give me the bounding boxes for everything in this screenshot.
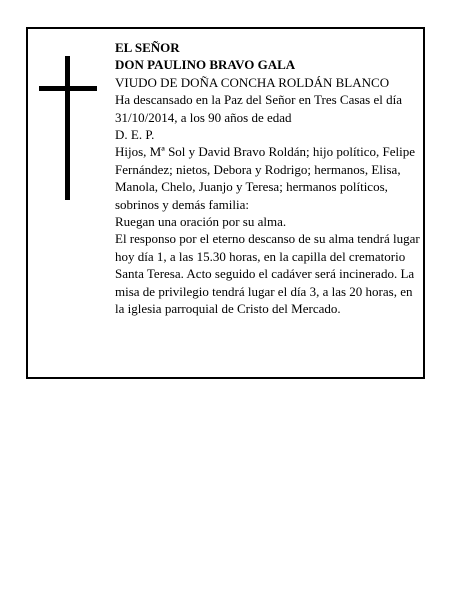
deceased-name: DON PAULINO BRAVO GALA: [115, 57, 296, 73]
rest-in-peace: D. E. P.: [115, 127, 155, 143]
cross-vertical-bar: [65, 56, 70, 200]
death-details: Ha descansado en la Paz del Señor en Tres Casas el día 31/10/2014, a los 90 años de edad: [115, 92, 403, 125]
ceremony-details: El responso por el eterno descanso de su alma tendrá lugar hoy día 1, a las 15.30 horas, en la capilla del crematorio Santa Teresa. Acto seguido el cadáver será incinerado. La misa de privilegio tendrá lugar el día 3, a las 20 horas, en la iglesia parroquial de Cristo del Mercado.: [115, 231, 420, 317]
cross-horizontal-bar: [39, 86, 97, 91]
prayer-request: Ruegan una oración por su alma.: [115, 214, 287, 230]
notice-text: [115, 39, 425, 318]
latin-cross-icon: [39, 56, 97, 200]
widower-of: VIUDO DE DOÑA CONCHA ROLDÁN BLANCO: [115, 74, 390, 90]
title-honorific: EL SEÑOR: [115, 40, 180, 55]
obituary-notice: [26, 27, 425, 379]
family-list: Hijos, Mª Sol y David Bravo Roldán; hijo político, Felipe Fernández; nietos, Debora y Rodrigo; hermanos, Elisa, Manola, Chelo, Juanjo y Teresa; hermanos políticos, sobrinos y demás familia:: [115, 144, 416, 212]
